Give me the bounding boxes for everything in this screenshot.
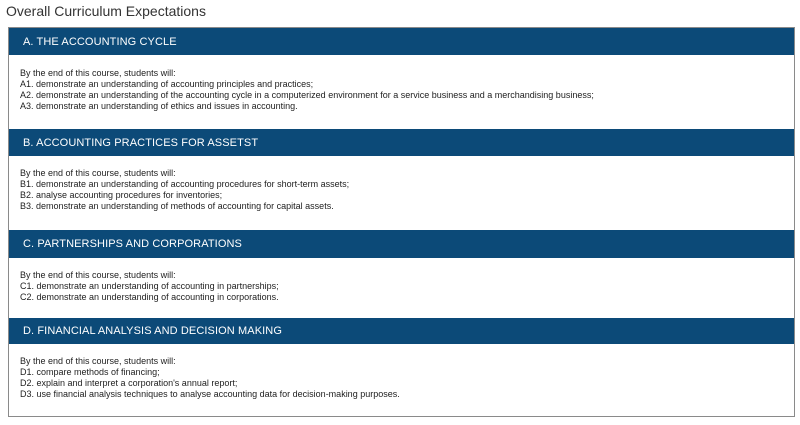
curriculum-expectations-table — [8, 27, 795, 417]
list-item: A1. demonstrate an understanding of accounting principles and practices; — [20, 79, 314, 89]
list-item: D3. use financial analysis techniques to analyse accounting data for decision-making purposes. — [20, 389, 400, 399]
section-d-title: D. FINANCIAL ANALYSIS AND DECISION MAKING — [23, 325, 282, 337]
list-item: D2. explain and interpret a corporation's annual report; — [20, 378, 238, 388]
section-a-header — [9, 28, 794, 55]
list-item: B1. demonstrate an understanding of accounting procedures for short-term assets; — [20, 179, 350, 189]
section-a-body — [9, 55, 794, 129]
section-a-intro: By the end of this course, students will: — [20, 68, 176, 78]
section-b-title: B. ACCOUNTING PRACTICES FOR ASSETST — [23, 136, 259, 149]
list-item: B3. demonstrate an understanding of methods of accounting for capital assets. — [20, 201, 334, 211]
section-c-title: C. PARTNERSHIPS AND CORPORATIONS — [23, 238, 242, 250]
page-title: Overall Curriculum Expectations — [6, 3, 206, 19]
section-c-header — [9, 230, 794, 258]
section-b-body — [9, 156, 794, 230]
section-a-title: A. THE ACCOUNTING CYCLE — [23, 35, 177, 48]
list-item: A3. demonstrate an understanding of ethics and issues in accounting. — [20, 101, 298, 111]
list-item: A2. demonstrate an understanding of the accounting cycle in a computerized environment for a service business and a merchandising business; — [20, 90, 594, 100]
list-item: B2. analyse accounting procedures for inventories; — [20, 190, 223, 200]
section-c-body — [9, 258, 794, 318]
section-c-intro: By the end of this course, students will: — [20, 270, 176, 280]
section-d-body — [9, 344, 794, 416]
list-item: D1. compare methods of financing; — [20, 367, 160, 377]
section-d-intro: By the end of this course, students will: — [20, 356, 176, 366]
section-b-intro: By the end of this course, students will: — [20, 168, 176, 178]
section-b-header — [9, 129, 794, 156]
list-item: C1. demonstrate an understanding of accounting in partnerships; — [20, 281, 279, 291]
section-d-header — [9, 318, 794, 344]
list-item: C2. demonstrate an understanding of accounting in corporations. — [20, 292, 279, 302]
